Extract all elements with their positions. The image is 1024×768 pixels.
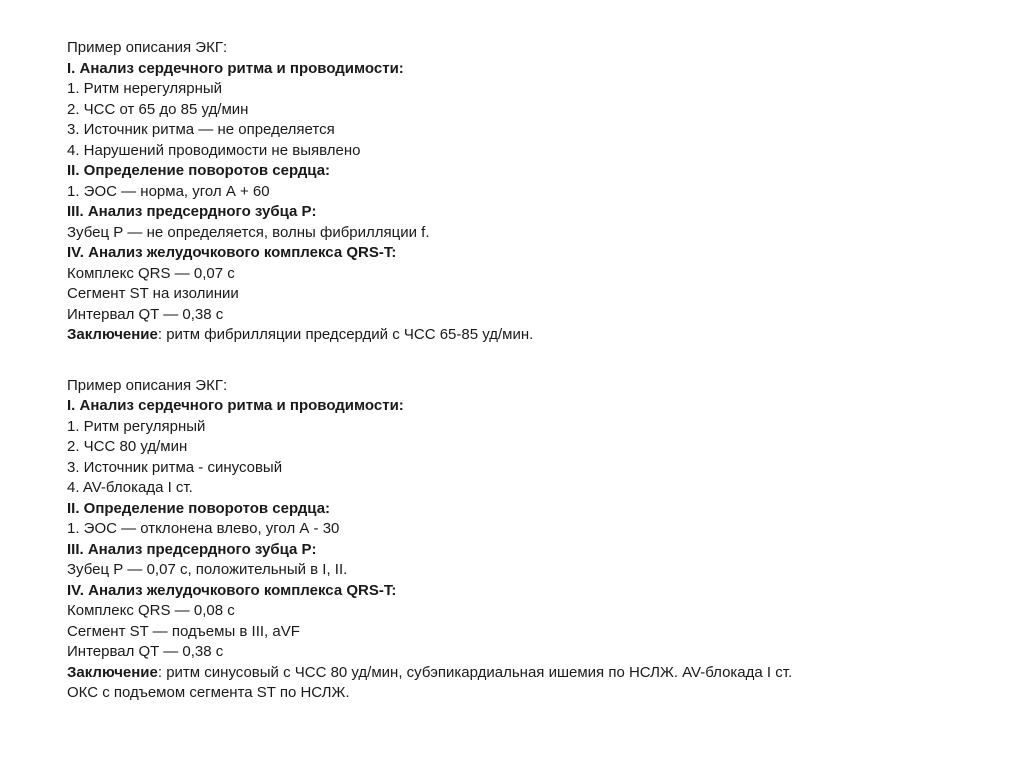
conclusion-label: Заключение [67,326,158,343]
qrs-item: Комплекс QRS — 0,08 с [67,602,235,619]
example-intro: Пример описания ЭКГ: [67,39,228,56]
rhythm-source-item: 3. Источник ритма - синусовый [67,458,283,476]
conclusion [67,325,997,346]
conclusion-text: : ритм фибрилляции предсердий с ЧСС 65-85 уд/мин. [157,326,534,343]
conclusion-continuation: ОКС с подъемом сегмента ST по НСЛЖ. [67,684,350,701]
document-page [67,38,997,704]
axis-item: 1. ЭОС — отклонена влево, угол А - 30 [67,520,340,537]
rhythm-item: 1. Ритм нерегулярный [67,80,223,97]
section-heading-p-wave: III. Анализ предсердного зубца P: [67,203,317,220]
p-wave-item: Зубец Р — 0,07 с, положительный в I, II. [67,561,348,578]
section-heading-axis: II. Определение поворотов сердца: [67,499,331,517]
conduction-item: 4. AV-блокада I ст. [67,479,193,496]
qt-interval-item: Интервал QT — 0,38 с [67,643,224,660]
conclusion-label: Заключение [67,663,158,681]
qrs-item: Комплекс QRS — 0,07 с [67,264,235,282]
section-heading-p-wave: III. Анализ предсердного зубца P: [67,540,317,558]
qt-interval-item: Интервал QT — 0,38 с [67,305,224,323]
rhythm-item: 1. Ритм регулярный [67,417,206,435]
section-heading-qrst: IV. Анализ желудочкового комплекса QRS-T: [67,244,397,261]
ecg-example-1 [67,38,997,346]
axis-item: 1. ЭОС — норма, угол А + 60 [67,182,270,200]
st-segment-item: Сегмент ST на изолинии [67,285,239,302]
heart-rate-item: 2. ЧСС 80 уд/мин [67,438,188,455]
conduction-item: 4. Нарушений проводимости не выявлено [67,141,361,159]
example-intro: Пример описания ЭКГ: [67,376,228,394]
st-segment-item: Сегмент ST — подъемы в III, aVF [67,622,300,640]
section-heading-axis: II. Определение поворотов сердца: [67,162,331,179]
section-heading-rhythm: I. Анализ сердечного ритма и проводимости: [67,59,404,77]
conclusion-text: : ритм синусовый с ЧСС 80 уд/мин, субэпикардиальная ишемия по НСЛЖ. AV-блокада I ст. [157,663,793,681]
p-wave-item: Зубец Р — не определяется, волны фибрилляции f. [67,223,430,241]
section-heading-rhythm: I. Анализ сердечного ритма и проводимости: [67,397,404,414]
section-heading-qrst: IV. Анализ желудочкового комплекса QRS-T: [67,581,397,599]
conclusion [67,663,997,684]
ecg-example-2 [67,376,997,704]
rhythm-source-item: 3. Источник ритма — не определяется [67,121,335,138]
heart-rate-item: 2. ЧСС от 65 до 85 уд/мин [67,100,249,118]
